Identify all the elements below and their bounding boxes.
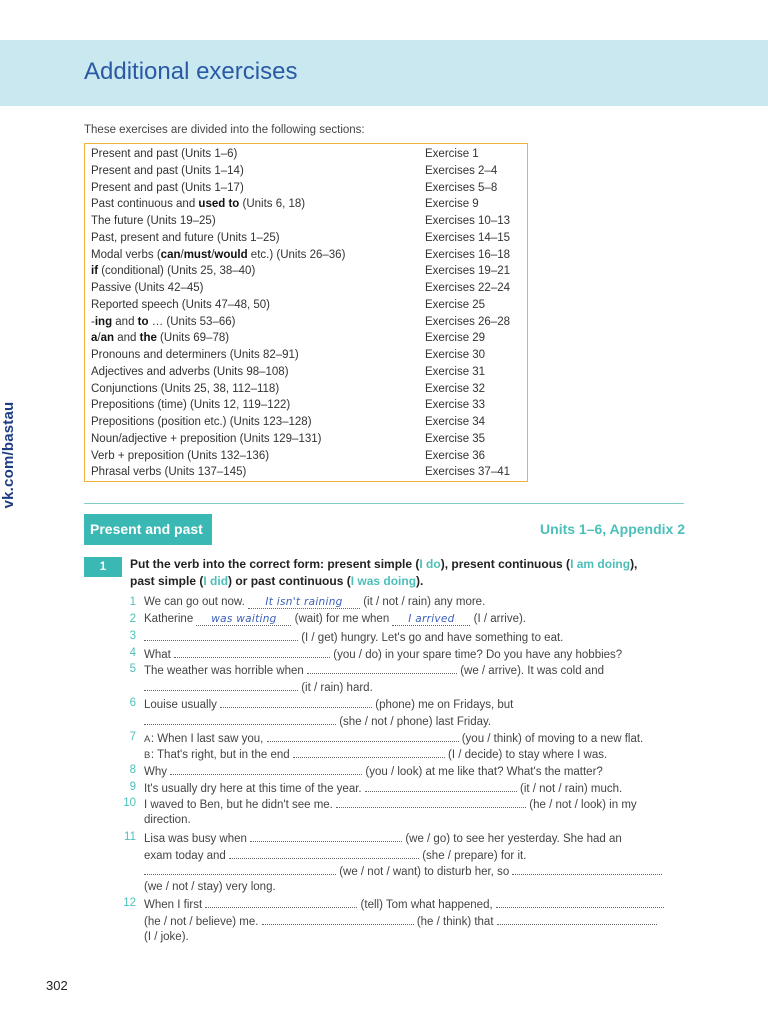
question-number: 2 xyxy=(129,613,136,625)
instruction-example: I do xyxy=(419,557,441,571)
question-number: 7 xyxy=(129,731,136,743)
instruction-text: Put the verb into the correct form: present simple ( xyxy=(130,557,420,571)
question-number: 11 xyxy=(124,831,136,843)
question-line xyxy=(144,611,526,628)
question-text: (we / arrive). It was cold and xyxy=(457,665,604,677)
speaker-label: A xyxy=(144,734,151,745)
section-topic-part: ing xyxy=(94,315,113,328)
question-line xyxy=(144,795,637,814)
question-text: (wait) for me when xyxy=(291,613,393,625)
section-row xyxy=(91,146,521,163)
question-text: (you / think) of moving to a new flat. xyxy=(458,733,644,745)
section-exercises: Exercises 19–21 xyxy=(425,265,511,278)
question-line xyxy=(144,695,513,714)
question-line xyxy=(144,628,563,647)
section-topic-part: Modal verbs ( xyxy=(91,248,161,261)
section-topic xyxy=(91,330,229,347)
question-text: (tell) Tom what happened, xyxy=(357,899,496,911)
section-topic-part: Past continuous and xyxy=(91,198,199,211)
answer-blank[interactable] xyxy=(144,712,336,725)
answer-blank[interactable] xyxy=(293,745,445,758)
section-row xyxy=(91,314,521,331)
question-line xyxy=(144,594,485,611)
question-text: (he / think) that xyxy=(413,916,497,928)
instruction-example: I did xyxy=(203,574,229,588)
section-topic: Present and past (Units 1–14) xyxy=(91,164,244,177)
section-exercises: Exercises 26–28 xyxy=(425,315,511,328)
section-row xyxy=(91,213,521,230)
answer-blank[interactable] xyxy=(144,628,298,641)
intro-text: These exercises are divided into the following sections: xyxy=(84,124,365,136)
question-text: (she / prepare) for it. xyxy=(419,850,527,862)
question-number: 6 xyxy=(129,697,136,709)
section-topic-part: the xyxy=(139,332,157,345)
answer-blank[interactable] xyxy=(496,895,664,908)
question-text: (you / do) in your spare time? Do you have any hobbies? xyxy=(330,649,623,661)
instruction-example: I am doing xyxy=(570,557,631,571)
section-topic-part: (Units 6, 18) xyxy=(239,198,306,211)
page-title: Additional exercises xyxy=(84,58,298,85)
answer-blank[interactable] xyxy=(365,779,517,792)
section-row xyxy=(91,230,521,247)
section-topic-part: an xyxy=(100,332,115,345)
section-row xyxy=(91,397,521,414)
section-row xyxy=(91,464,521,481)
answer-blank[interactable] xyxy=(144,678,298,691)
section-topic-part: to xyxy=(137,315,149,328)
question-text: : That's right, but in the end xyxy=(150,749,293,761)
answer-blank[interactable] xyxy=(229,846,419,859)
section-exercises: Exercises 37–41 xyxy=(425,466,511,479)
question-text: I waved to Ben, but he didn't see me. xyxy=(144,799,337,811)
question-text: Lisa was busy when xyxy=(144,833,251,845)
section-topic-part: can xyxy=(160,248,181,261)
section-exercises: Exercise 30 xyxy=(425,349,486,361)
speaker-label: B xyxy=(144,750,151,761)
question-text: (it / not / rain) much. xyxy=(516,783,623,795)
section-topic: Present and past (Units 1–6) xyxy=(91,148,238,160)
section-row xyxy=(91,263,521,280)
section-row xyxy=(91,414,521,431)
section-row xyxy=(91,180,521,197)
answer-field[interactable]: I arrived xyxy=(392,613,470,626)
question-number: 8 xyxy=(129,764,136,776)
section-row xyxy=(91,163,521,180)
section-row xyxy=(91,247,521,264)
question-text: (she / not / phone) last Friday. xyxy=(336,716,492,728)
section-topic: Past, present and future (Units 1–25) xyxy=(91,231,280,244)
instruction-text: ). xyxy=(416,574,424,588)
section-exercises: Exercises 14–15 xyxy=(425,231,511,244)
question-text: Louise usually xyxy=(144,699,221,711)
question-line xyxy=(144,712,491,731)
section-exercises: Exercise 29 xyxy=(425,332,486,345)
section-topic-part: … (Units 53–66) xyxy=(148,315,236,328)
section-topic-part: and xyxy=(114,332,140,345)
question-text: It's usually dry here at this time of the year. xyxy=(144,783,365,795)
question-line: direction. xyxy=(144,814,191,826)
question-line: (I / joke). xyxy=(144,931,189,943)
section-topic-part: used to xyxy=(198,198,240,211)
section-topic-part: if xyxy=(91,265,99,278)
question-text: : When I last saw you, xyxy=(150,733,267,745)
section-exercises: Exercise 1 xyxy=(425,148,479,160)
section-exercises: Exercises 16–18 xyxy=(425,248,511,261)
answer-blank[interactable] xyxy=(512,862,662,875)
section-topic xyxy=(91,247,345,264)
question-line xyxy=(144,661,604,680)
units-reference: Units 1–6, Appendix 2 xyxy=(540,521,685,537)
section-topic: Prepositions (position etc.) (Units 123–128) xyxy=(91,416,312,428)
section-topic: Passive (Units 42–45) xyxy=(91,282,204,294)
watermark: vk.com/bastau xyxy=(0,401,17,509)
section-row xyxy=(91,448,521,465)
section-exercises: Exercise 25 xyxy=(425,298,486,311)
answer-blank[interactable] xyxy=(205,895,357,908)
answer-blank[interactable] xyxy=(307,661,457,674)
section-topic: Conjunctions (Units 25, 38, 112–118) xyxy=(91,382,280,395)
question-text: (it / not / rain) any more. xyxy=(360,596,486,608)
answer-blank[interactable] xyxy=(250,829,402,842)
question-number: 9 xyxy=(129,781,136,793)
section-topic xyxy=(91,263,255,280)
section-topic-part: / xyxy=(97,332,101,345)
instruction-text: ) or past continuous ( xyxy=(228,574,351,588)
instruction-example: I was doing xyxy=(350,574,417,588)
section-divider xyxy=(84,503,684,504)
section-exercises: Exercise 33 xyxy=(425,399,486,412)
section-exercises: Exercises 10–13 xyxy=(425,215,511,227)
question-text: (I / get) hungry. Let's go and have something to eat. xyxy=(298,632,564,644)
section-row xyxy=(91,347,521,364)
question-text: (it / rain) hard. xyxy=(298,682,373,694)
instruction-text: ), present continuous ( xyxy=(440,557,571,571)
section-topic-part: / xyxy=(211,248,215,261)
question-text: (he / not / believe) me. xyxy=(144,916,262,928)
section-topic-part: (Units 69–78) xyxy=(156,332,230,345)
section-exercises: Exercise 9 xyxy=(425,198,479,211)
question-line xyxy=(144,678,373,697)
section-topic-part: - xyxy=(91,315,95,328)
section-row xyxy=(91,431,521,448)
section-exercises: Exercise 35 xyxy=(425,432,486,445)
section-exercises: Exercises 5–8 xyxy=(425,181,498,194)
question-text: We can go out now. xyxy=(144,596,248,608)
section-topic-part: and xyxy=(112,315,138,328)
section-exercises: Exercise 32 xyxy=(425,382,486,395)
question-text: What xyxy=(144,649,175,661)
instruction-text: ), xyxy=(630,557,638,571)
section-exercises: Exercise 31 xyxy=(425,365,486,378)
section-exercises: Exercise 36 xyxy=(425,449,486,462)
section-topic: Phrasal verbs (Units 137–145) xyxy=(91,466,247,479)
section-exercises: Exercises 22–24 xyxy=(425,282,511,294)
question-text: exam today and xyxy=(144,850,230,862)
section-topic: Noun/adjective + preposition (Units 129–131) xyxy=(91,432,322,445)
section-topic-part: (conditional) (Units 25, 38–40) xyxy=(98,265,256,278)
question-text: When I first xyxy=(144,899,206,911)
page-number: 302 xyxy=(46,978,68,993)
section-topic xyxy=(91,314,235,331)
answer-field[interactable]: was waiting xyxy=(196,613,291,626)
section-row xyxy=(91,364,521,381)
question-line xyxy=(144,912,657,931)
answer-blank[interactable] xyxy=(170,762,362,775)
section-row xyxy=(91,381,521,398)
answer-blank[interactable] xyxy=(220,695,372,708)
section-exercises: Exercises 2–4 xyxy=(425,164,498,177)
question-number: 3 xyxy=(129,630,136,642)
answer-blank[interactable] xyxy=(144,862,336,875)
question-line: (we / not / stay) very long. xyxy=(144,881,276,893)
section-row xyxy=(91,280,521,297)
answer-blank[interactable] xyxy=(262,912,414,925)
answer-blank[interactable] xyxy=(336,795,526,808)
section-topic: Present and past (Units 1–17) xyxy=(91,181,244,194)
question-line xyxy=(144,829,622,848)
section-topic: Prepositions (time) (Units 12, 119–122) xyxy=(91,399,291,412)
section-topic-part: etc.) (Units 26–36) xyxy=(247,248,346,261)
section-topic-part: would xyxy=(214,248,248,261)
question-line xyxy=(144,862,662,881)
question-text: The weather was horrible when xyxy=(144,665,307,677)
question-line xyxy=(144,762,603,781)
question-number: 5 xyxy=(129,663,136,675)
question-number: 4 xyxy=(129,647,136,659)
question-text: (he / not / look) in my xyxy=(526,799,637,811)
answer-blank[interactable] xyxy=(497,912,657,925)
section-topic: Pronouns and determiners (Units 82–91) xyxy=(91,349,299,361)
question-text: Why xyxy=(144,766,171,778)
answer-blank[interactable] xyxy=(174,645,330,658)
section-row xyxy=(91,297,521,314)
exercise-number-badge: 1 xyxy=(84,557,122,577)
section-title-tab: Present and past xyxy=(84,514,212,545)
section-row xyxy=(91,330,521,347)
answer-field[interactable]: It isn't raining xyxy=(248,596,360,609)
question-number: 10 xyxy=(123,797,136,809)
question-text: Katherine xyxy=(144,613,197,625)
question-number: 1 xyxy=(129,596,136,608)
section-topic: Adjectives and adverbs (Units 98–108) xyxy=(91,365,289,378)
instruction-text: past simple ( xyxy=(130,574,204,588)
section-topic: Verb + preposition (Units 132–136) xyxy=(91,449,270,462)
section-row xyxy=(91,196,521,213)
section-topic-part: / xyxy=(180,248,184,261)
answer-blank[interactable] xyxy=(267,729,459,742)
question-text: (you / look) at me like that? What's the matter? xyxy=(362,766,603,778)
question-text: (phone) me on Fridays, but xyxy=(372,699,514,711)
section-exercises: Exercise 34 xyxy=(425,416,486,428)
question-line xyxy=(144,895,664,914)
sections-table xyxy=(84,143,528,482)
section-topic xyxy=(91,196,305,213)
question-text: (we / go) to see her yesterday. She had an xyxy=(402,833,622,845)
question-text: (I / arrive). xyxy=(470,613,527,625)
exercise-instruction xyxy=(130,556,690,590)
sections-list xyxy=(91,146,521,481)
section-topic: Reported speech (Units 47–48, 50) xyxy=(91,298,270,311)
question-number: 12 xyxy=(123,897,136,909)
question-text: (I / decide) to stay where I was. xyxy=(444,749,608,761)
section-topic: The future (Units 19–25) xyxy=(91,215,216,227)
section-topic-part: a xyxy=(91,332,98,345)
question-text: (we / not / want) to disturb her, so xyxy=(336,866,513,878)
section-topic-part: must xyxy=(183,248,212,261)
